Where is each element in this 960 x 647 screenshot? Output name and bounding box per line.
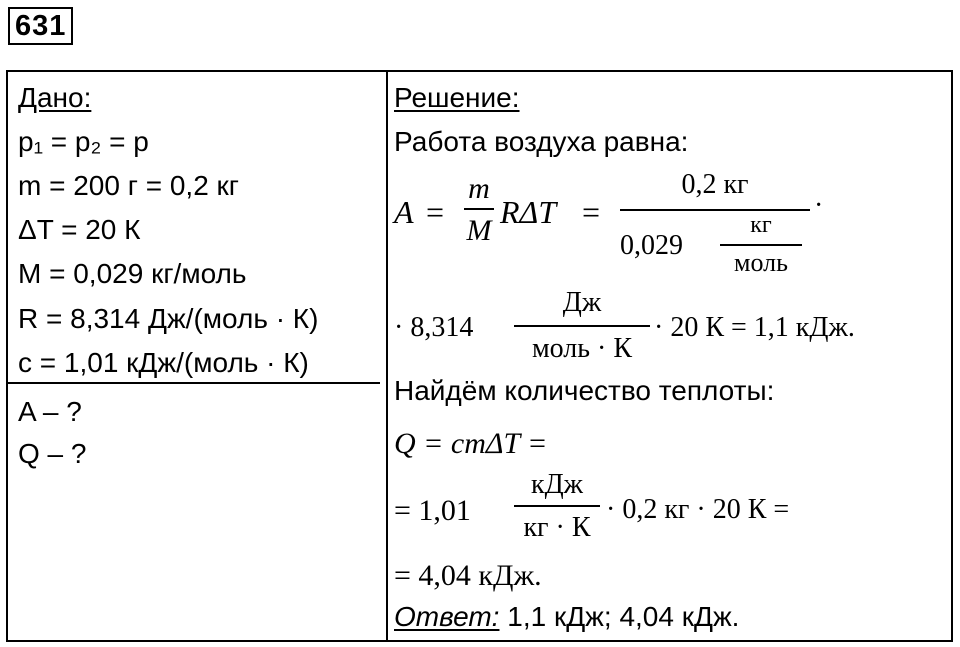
unit-bar [514,505,600,507]
formula-equals: = [582,194,601,230]
find-line: Q – ? [18,438,87,469]
solution-text: Работа воздуха равна: [394,126,689,157]
formula-line: · 0,2 кг · 20 К = [606,494,790,525]
answer-value: 1,1 кДж; 4,04 кДж. [507,601,740,632]
formula-line: · 8,314 [394,312,474,343]
fraction-denominator: 0,029 [620,230,683,261]
formula-symbol: A [394,194,414,230]
given-line: R = 8,314 Дж/(моль · К) [18,303,319,334]
formula-term: RΔT [500,194,557,230]
fraction-numerator: 0,2 кг [681,169,749,200]
fraction-bar [464,208,494,210]
problem-number: 631 [8,7,73,45]
solution-text: Найдём количество теплоты: [394,375,775,406]
find-line: A – ? [18,396,82,427]
unit-denominator: моль [734,248,788,277]
fraction-numerator: m [468,172,490,205]
solution-title: Решение: [394,82,520,113]
solution-table [6,70,953,642]
given-divider [8,382,380,384]
given-line: ΔT = 20 К [18,214,141,245]
formula-equals: = [426,194,445,230]
formula-line: = 4,04 кДж. [394,559,542,592]
unit-bar [514,325,650,327]
unit-numerator: кДж [530,469,584,500]
unit-denominator: кг · К [523,512,591,543]
formula-line: Q = cmΔT = [394,427,548,460]
fraction-denominator: M [466,214,492,247]
multiply-dot: · [814,190,824,221]
unit-bar [720,244,802,246]
given-title: Дано: [18,82,92,113]
fraction-bar [620,209,810,211]
unit-numerator: кг [750,212,772,238]
formula-line: · 20 К = 1,1 кДж. [654,312,855,343]
given-line: c = 1,01 кДж/(моль · К) [18,347,309,378]
formula-line: = 1,01 [394,494,471,527]
given-line: M = 0,029 кг/моль [18,258,247,289]
given-line: p₁ = p₂ = p [18,126,149,157]
unit-denominator: моль · К [531,333,633,364]
column-divider [386,72,388,640]
answer-label: Ответ: [394,601,500,632]
answer-line [394,602,739,632]
unit-numerator: Дж [562,287,602,318]
given-line: m = 200 г = 0,2 кг [18,170,240,201]
